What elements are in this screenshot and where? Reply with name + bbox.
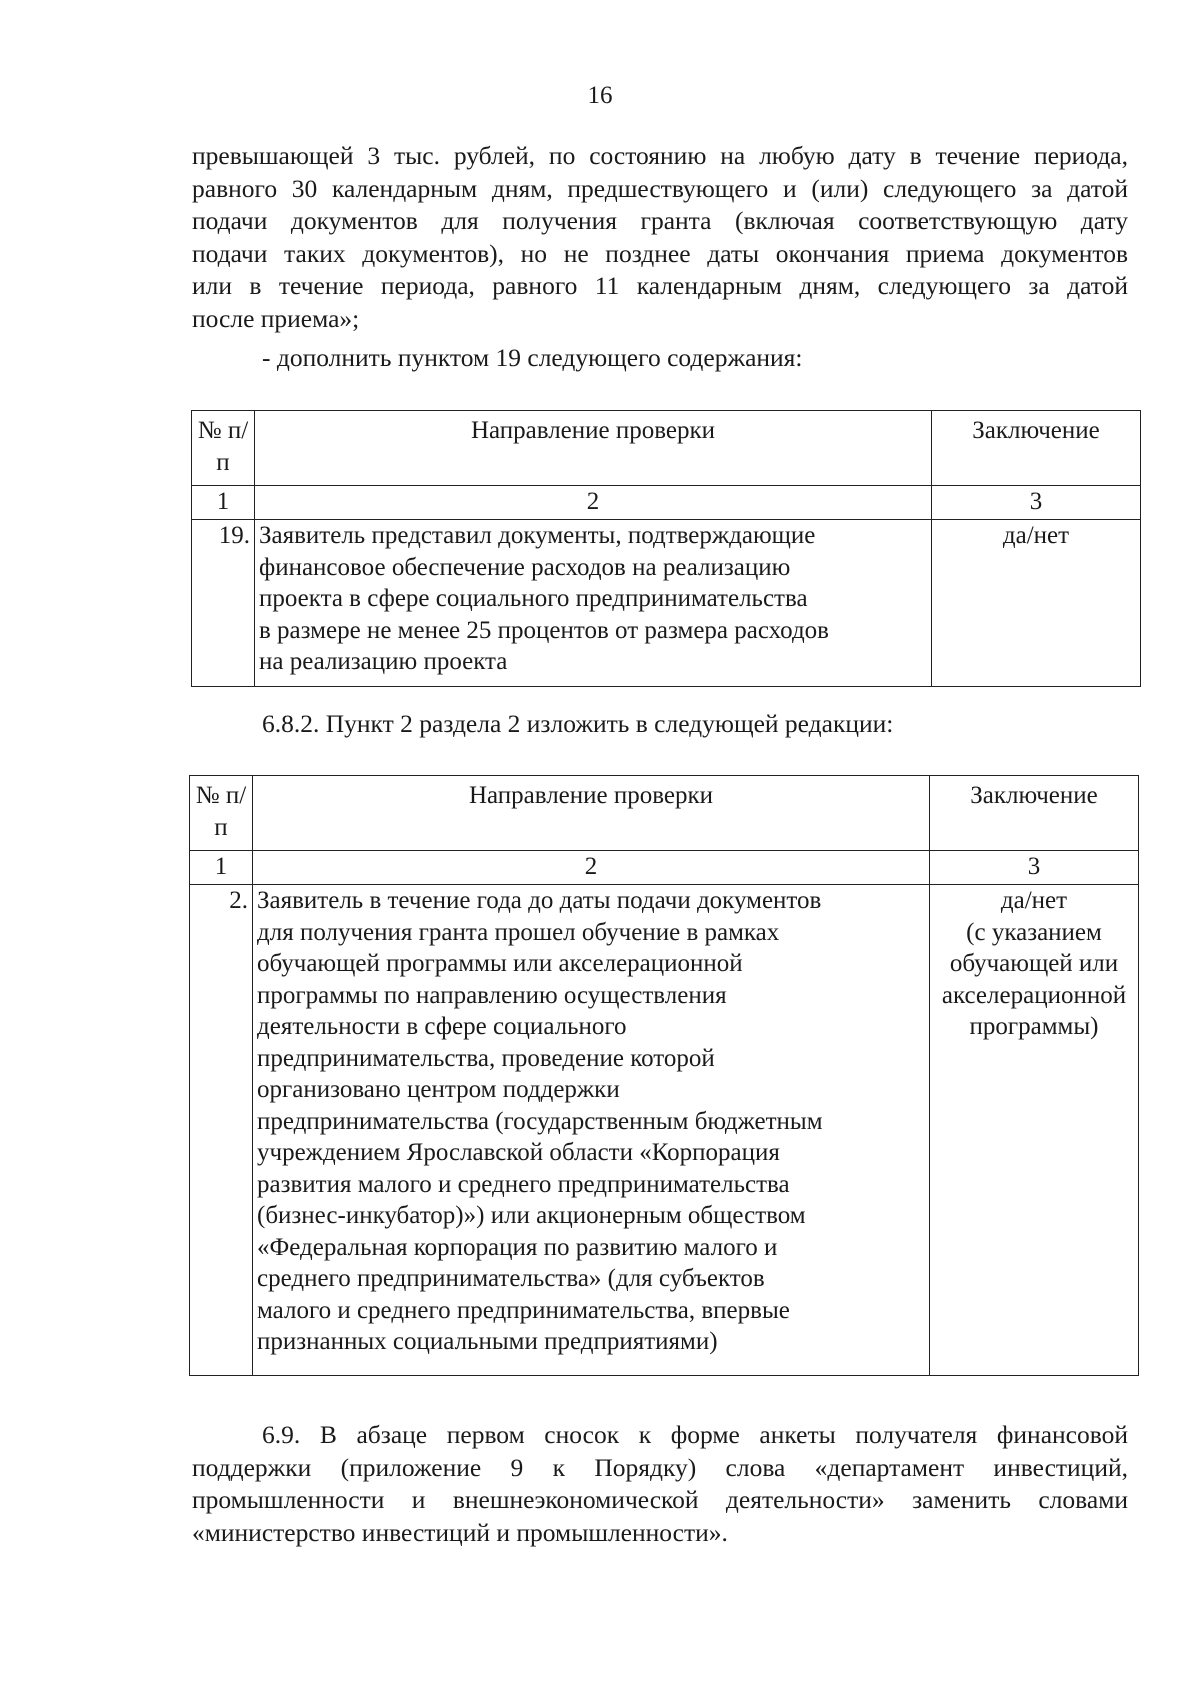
intro-line: подачи документов для получения гранта (включая соответствующую дату [192, 206, 1128, 236]
direction-line: развития малого и среднего предпринимательства [257, 1170, 790, 1198]
table-row [192, 520, 1141, 687]
header-result: Заключение [930, 776, 1139, 851]
result-line: акселерационной [941, 981, 1127, 1009]
section-6-9-line: промышленности и внешнеэкономической деятельности» заменить словами [192, 1485, 1128, 1515]
intro-line: превышающей 3 тыс. рублей, по состоянию на любую дату в течение периода, [192, 141, 1128, 170]
result-line: программы) [969, 1013, 1099, 1040]
direction-line: в размере не менее 25 процентов от размера расходов [259, 616, 829, 644]
intro-line: или в течение периода, равного 11 календарным дням, следующего за датой [192, 271, 1128, 301]
page-number: 16 [587, 82, 613, 109]
header-direction: Направление проверки [255, 411, 932, 486]
header-num: № п/п [190, 776, 253, 851]
result-line: да/нет [1000, 887, 1068, 914]
index-cell: 2 [255, 486, 932, 520]
direction-line: Заявитель представил документы, подтверждающие [259, 522, 816, 549]
table-header-row [190, 776, 1139, 851]
direction-line: для получения гранта прошел обучение в рамках [257, 918, 780, 946]
section-6-9-line: поддержки (приложение 9 к Порядку) слова «департамент инвестиций, [192, 1452, 1128, 1482]
table-header-row [192, 411, 1141, 486]
index-cell: 1 [192, 486, 255, 520]
row-result: да/нет [932, 520, 1141, 687]
direction-line: проекта в сфере социального предпринимательства [259, 585, 808, 612]
direction-line: деятельности в сфере социального [257, 1013, 627, 1040]
direction-line: финансовое обеспечение расходов на реализацию [259, 553, 791, 581]
row-result [930, 885, 1139, 1376]
direction-line: программы по направлению осуществления [257, 981, 727, 1009]
direction-line: учреждением Ярославской области «Корпорация [257, 1139, 780, 1166]
header-num: № п/п [192, 411, 255, 486]
direction-line: предпринимательства (государственным бюджетным [257, 1107, 823, 1135]
direction-line: малого и среднего предпринимательства, впервые [257, 1296, 790, 1324]
check-table-2 [189, 775, 1139, 1376]
direction-line: среднего предпринимательства» (для субъектов [257, 1265, 765, 1292]
intro-line: равного 30 календарным дням, предшествующего и (или) следующего за датой [192, 173, 1128, 203]
direction-line: на реализацию проекта [259, 648, 508, 675]
table-index-row [190, 851, 1139, 885]
direction-line: Заявитель в течение года до даты подачи документов [257, 887, 822, 914]
intro-line: подачи таких документов), но не позднее даты окончания приема документов [192, 238, 1128, 268]
direction-line: «Федеральная корпорация по развитию малого и [257, 1233, 778, 1261]
header-direction: Направление проверки [253, 776, 930, 851]
direction-line: признанных социальными предприятиями) [257, 1328, 718, 1355]
direction-line: (бизнес-инкубатор)») или акционерным обществом [257, 1202, 806, 1229]
index-cell: 3 [932, 486, 1141, 520]
section-6-9-line: 6.9. В абзаце первом сносок к форме анкеты получателя финансовой [262, 1420, 1128, 1449]
section-6-8-2: 6.8.2. Пункт 2 раздела 2 изложить в следующей редакции: [262, 709, 894, 738]
index-cell: 2 [253, 851, 930, 885]
intro-line: после приема»; [192, 304, 360, 333]
section-6-9-line: «министерство инвестиций и промышленности». [192, 1517, 728, 1547]
direction-line: предпринимательства, проведение которой [257, 1044, 715, 1072]
check-table-1 [191, 410, 1141, 687]
index-cell: 3 [930, 851, 1139, 885]
index-cell: 1 [190, 851, 253, 885]
direction-line: обучающей программы или акселерационной [257, 950, 743, 977]
result-line: (с указанием [966, 918, 1102, 946]
row-num: 2. [190, 885, 253, 1376]
row-direction [255, 520, 932, 687]
table-index-row [192, 486, 1141, 520]
table-row [190, 885, 1139, 1376]
supplement-line: - дополнить пунктом 19 следующего содержания: [262, 343, 803, 372]
direction-line: организовано центром поддержки [257, 1076, 620, 1103]
row-direction [253, 885, 930, 1376]
row-num: 19. [192, 520, 255, 687]
result-line: обучающей или [949, 950, 1119, 977]
header-result: Заключение [932, 411, 1141, 486]
